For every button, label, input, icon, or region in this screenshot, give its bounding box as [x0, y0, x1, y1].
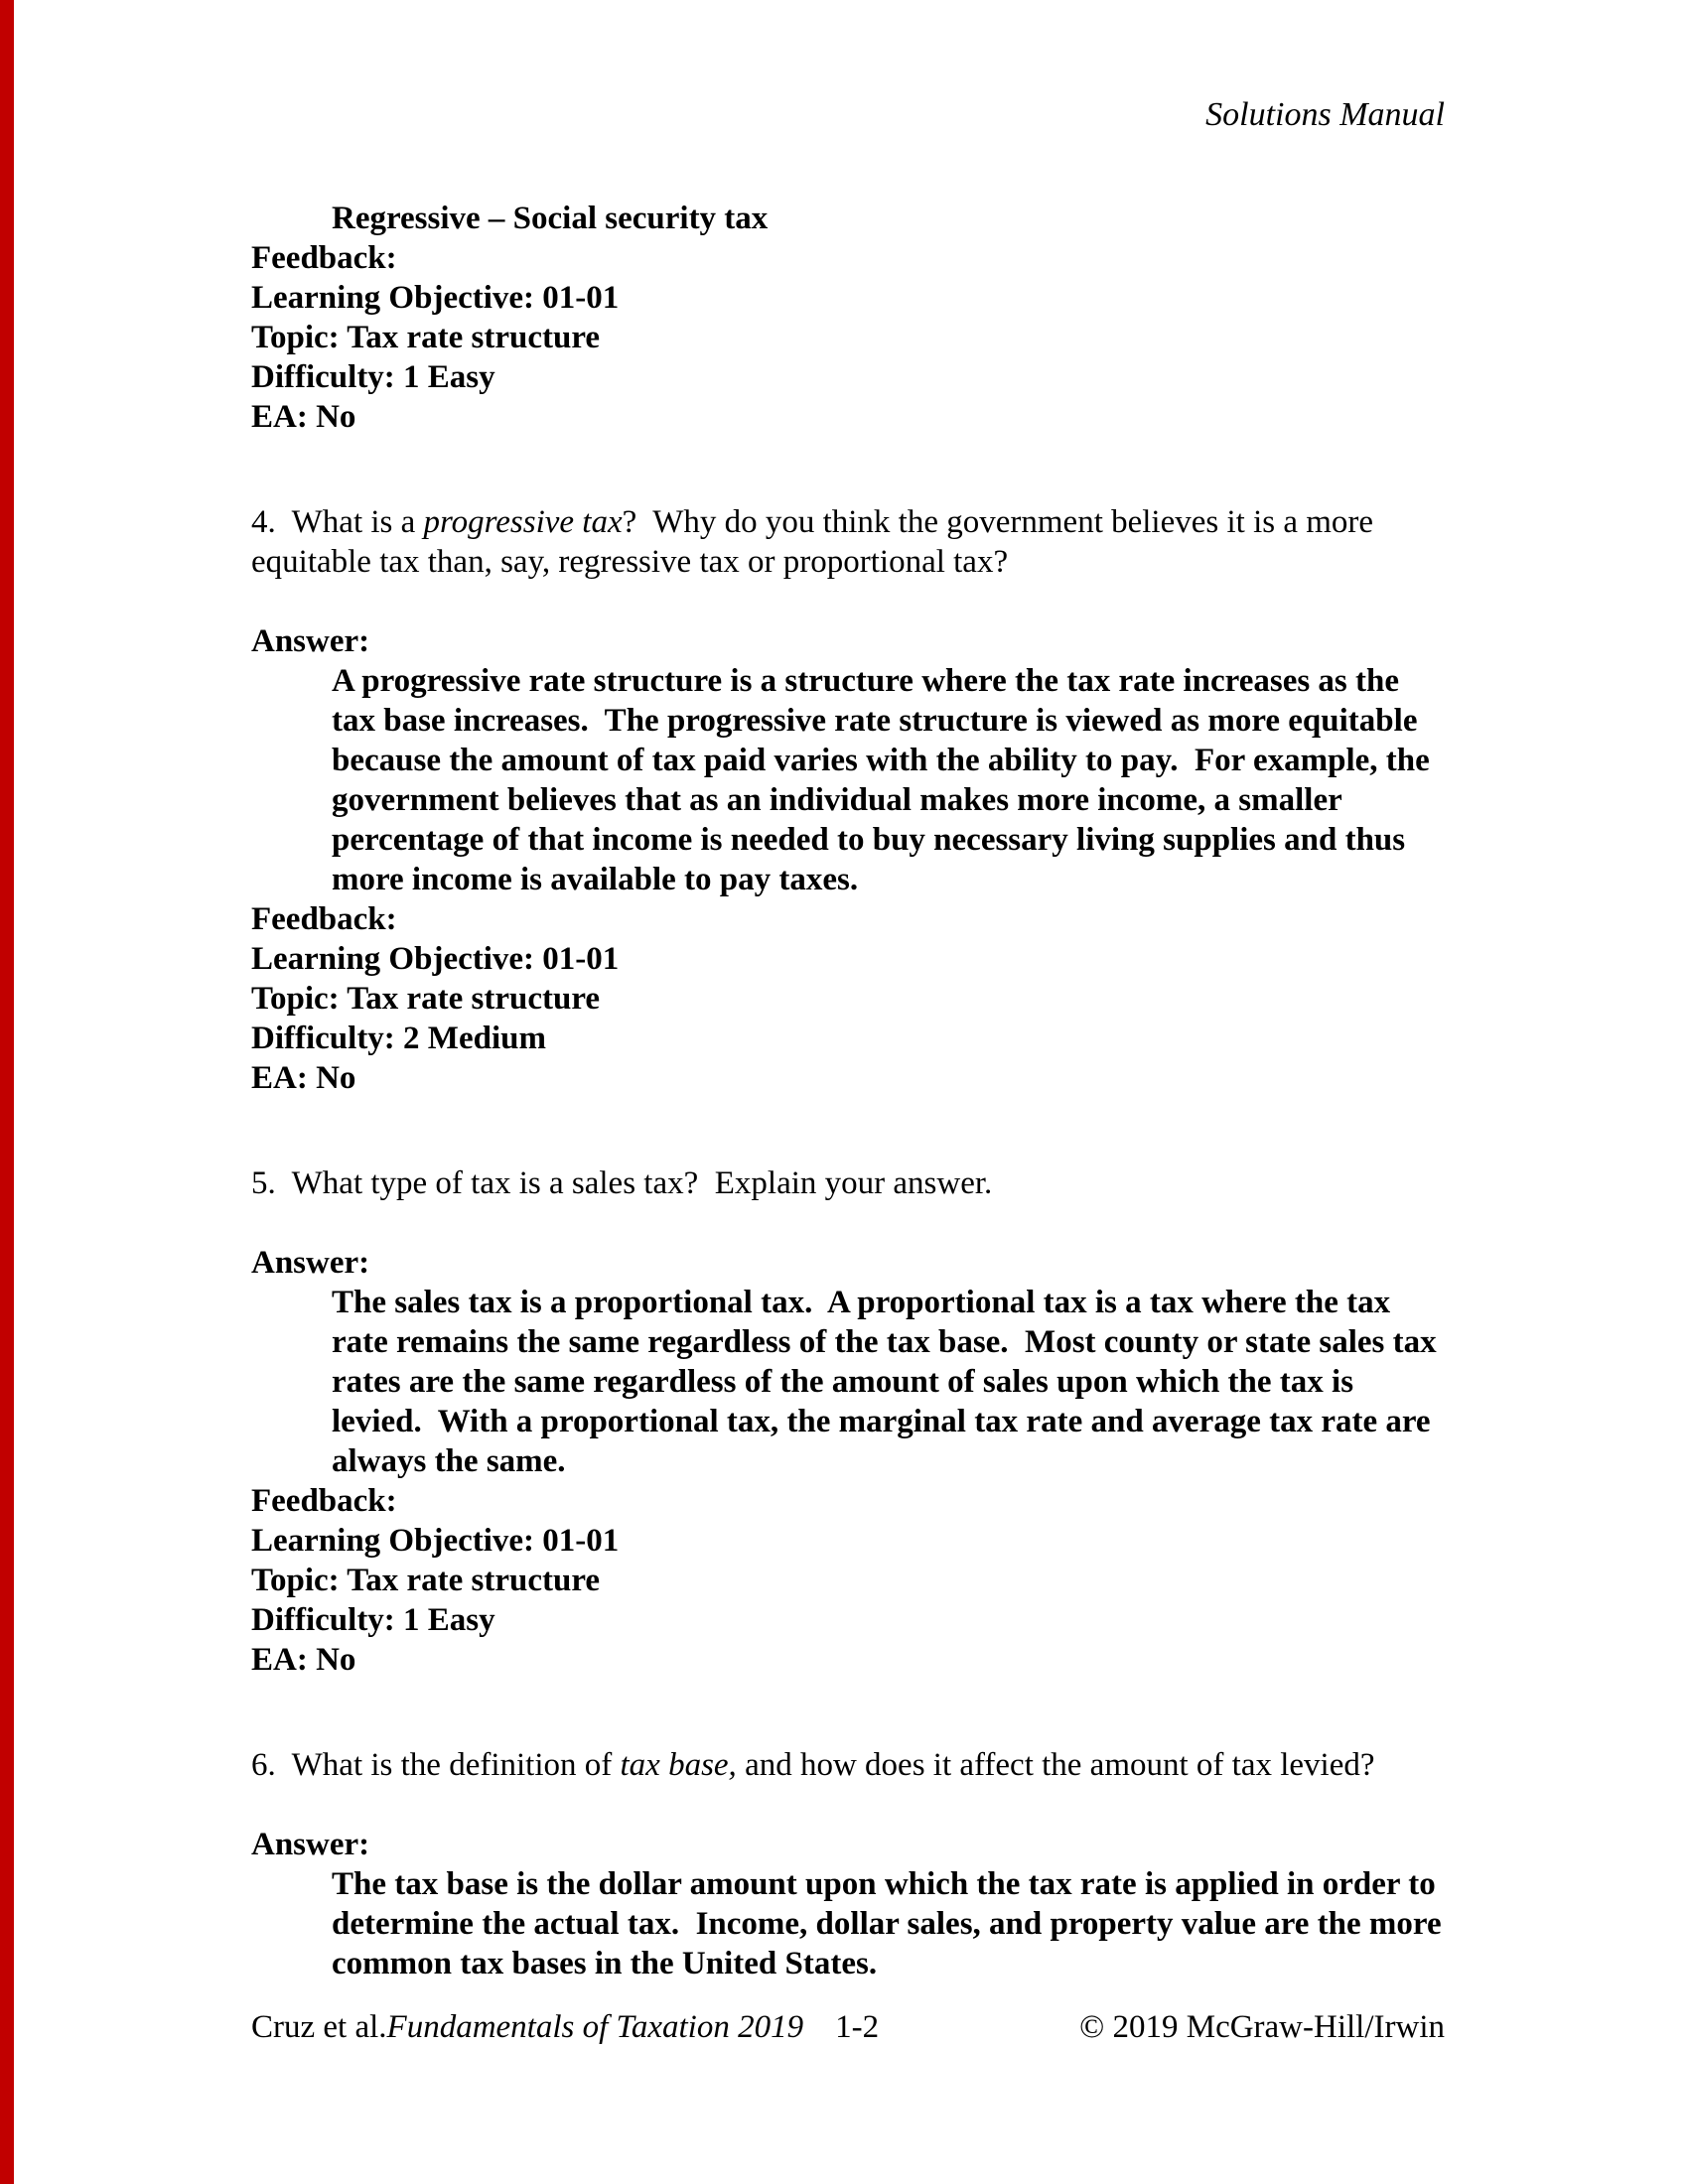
learning-objective: Learning Objective: 01-01: [251, 280, 620, 316]
left-edge-stripe: [0, 0, 14, 2184]
question-6-lead: 6. What is the definition of: [251, 1747, 621, 1783]
learning-objective: Learning Objective: 01-01: [251, 1523, 620, 1559]
question-4-rest: ? Why do you think the government believes it is a more equitable tax than, say, regressive tax or proportional tax?: [251, 504, 1382, 580]
question-6: [251, 1745, 1445, 1785]
answer-6-body: The tax base is the dollar amount upon which the tax rate is applied in order to determine the actual tax. Income, dollar sales, and property value are the more common tax bases in the United States.: [332, 1866, 1450, 1981]
answer-6-label: Answer:: [251, 1827, 370, 1862]
difficulty: Difficulty: 1 Easy: [251, 359, 495, 395]
question-4: [251, 502, 1445, 582]
running-header-title: Solutions Manual: [1205, 96, 1445, 133]
footer-copyright: © 2019 McGraw-Hill/Irwin: [1079, 2009, 1445, 2045]
ea-flag: EA: No: [251, 1642, 356, 1678]
footer-authors: Cruz et al.: [251, 2009, 387, 2045]
feedback-block-3: [251, 1481, 1445, 1680]
difficulty: Difficulty: 1 Easy: [251, 1602, 495, 1638]
question-5-lead: 5. What type of tax is a sales tax? Explain your answer.: [251, 1165, 993, 1201]
question-6-term: tax base,: [620, 1747, 737, 1783]
answer-5-body: The sales tax is a proportional tax. A proportional tax is a tax where the tax rate remains the same regardless of the tax base. Most county or state sales tax rates are the same regardless of the amount of sales upon which the tax is levied. With a proportional tax, the marginal tax rate and average tax rate are always the same.: [332, 1285, 1445, 1479]
question-6-rest: and how does it affect the amount of tax levied?: [736, 1747, 1375, 1783]
feedback-block-1: [251, 199, 1445, 437]
answer-tag-line: Regressive – Social security tax: [332, 201, 769, 236]
feedback-block-2: [251, 899, 1445, 1098]
answer-4-label: Answer:: [251, 623, 370, 659]
topic: Topic: Tax rate structure: [251, 320, 601, 355]
answer-5-label: Answer:: [251, 1245, 370, 1281]
question-5: [251, 1163, 1445, 1203]
running-footer: [251, 2007, 1445, 2047]
feedback-label: Feedback:: [251, 240, 397, 276]
question-4-term: progressive tax: [423, 504, 623, 540]
topic: Topic: Tax rate structure: [251, 1563, 601, 1598]
feedback-label: Feedback:: [251, 901, 397, 937]
running-header: [251, 0, 1445, 135]
feedback-label: Feedback:: [251, 1483, 397, 1519]
question-4-lead: 4. What is a: [251, 504, 424, 540]
answer-4-body: A progressive rate structure is a structure where the tax rate increases as the tax base increases. The progressive rate structure is viewed as more equitable because the amount of tax paid varies with the ability to pay. For example, the government believes that as an individual makes more income, a smaller percentage of that income is needed to buy necessary living supplies and thus more income is available to pay taxes.: [332, 663, 1439, 897]
ea-flag: EA: No: [251, 1060, 356, 1096]
topic: Topic: Tax rate structure: [251, 981, 601, 1017]
difficulty: Difficulty: 2 Medium: [251, 1021, 546, 1056]
learning-objective: Learning Objective: 01-01: [251, 941, 620, 977]
footer-page-number: 1-2: [835, 2009, 880, 2045]
ea-flag: EA: No: [251, 399, 356, 435]
footer-book-title: Fundamentals of Taxation 2019: [386, 2009, 804, 2045]
